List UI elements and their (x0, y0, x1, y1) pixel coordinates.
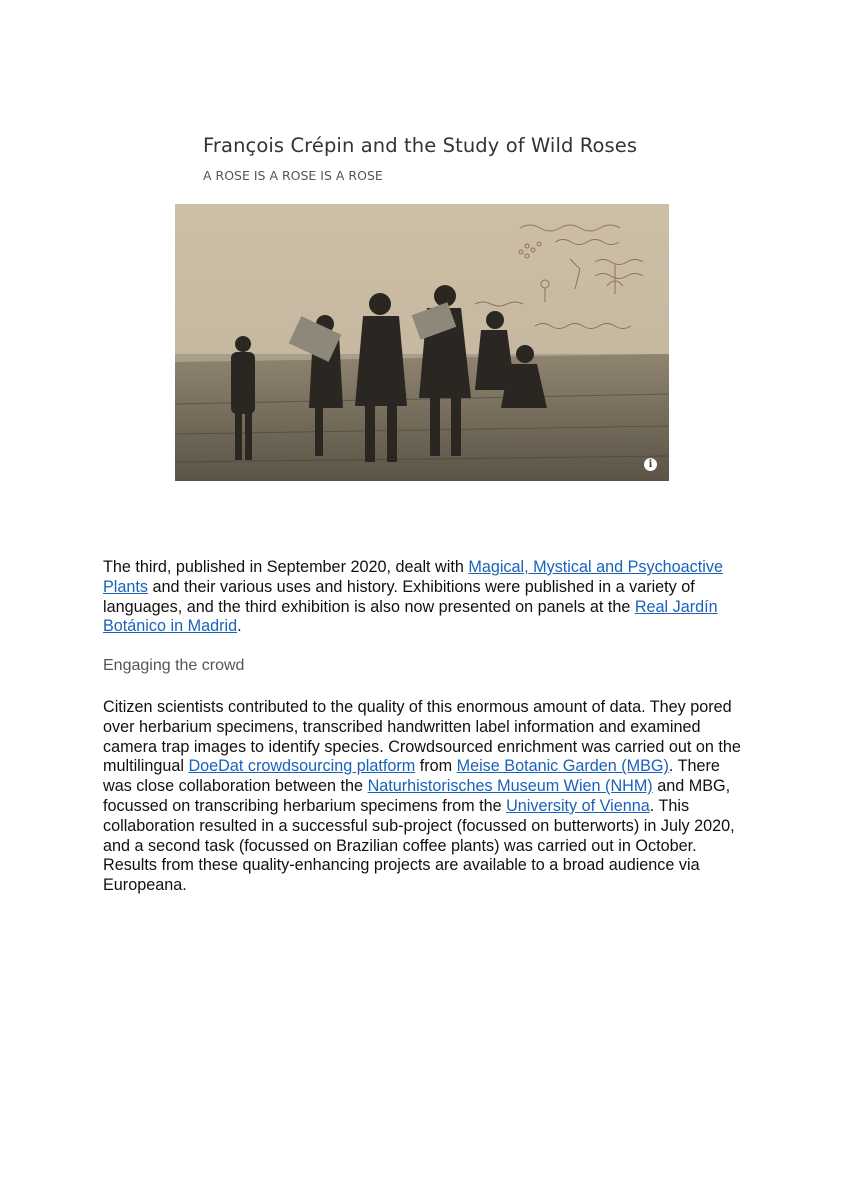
link-naturhistorisches-museum[interactable]: Naturhistorisches Museum Wien (NHM) (367, 777, 653, 796)
exhibit-photo[interactable] (175, 204, 669, 481)
paragraph-exhibitions (103, 558, 743, 637)
paragraph-text: The third, published in September 2020, dealt with (103, 558, 469, 576)
link-magical-mystical-plants[interactable]: Magical, Mystical and Psychoactive Plants (103, 558, 723, 596)
paragraph-text: . This collaboration resulted in a successful sub-project (focussed on butterworts) in July 2020, and a second task (focussed on Brazilian coffee plants) was carried out in October. Results from these quality-enhancing projects are available to a broad audience via Europeana. (103, 796, 735, 895)
paragraph-text: and their various uses and history. Exhibitions were published in a variety of languages, and the third exhibition is also now presented on panels at the (103, 577, 695, 616)
link-doedat-platform[interactable]: DoeDat crowdsourcing platform (188, 757, 416, 776)
paragraph-text: from (415, 757, 457, 776)
section-heading: Engaging the crowd (103, 657, 245, 674)
paragraph-text: and MBG, focussed on transcribing herbarium specimens from the (103, 777, 731, 815)
paragraph-crowd (103, 698, 743, 896)
exhibit-title: François Crépin and the Study of Wild Roses (203, 134, 638, 157)
paragraph-text: . There was close collaboration between the (103, 757, 720, 796)
paragraph-text: Citizen scientists contributed to the quality of this enormous amount of data. They pored over herbarium specimens, transcribed handwritten label information and examined camera trap images to identify species. Crowdsourced enrichment was carried out on the multilingual (103, 698, 741, 776)
link-meise-botanic-garden[interactable]: Meise Botanic Garden (MBG) (456, 757, 669, 776)
paragraph-text: . (237, 617, 242, 636)
link-real-jardin-botanico[interactable]: Real Jardín Botánico in Madrid (103, 597, 718, 636)
exhibit-subtitle: A ROSE IS A ROSE IS A ROSE (203, 168, 383, 183)
botanists-in-field-photo (175, 204, 669, 481)
info-icon[interactable]: i (644, 458, 657, 471)
link-university-of-vienna[interactable]: University of Vienna (506, 796, 650, 815)
